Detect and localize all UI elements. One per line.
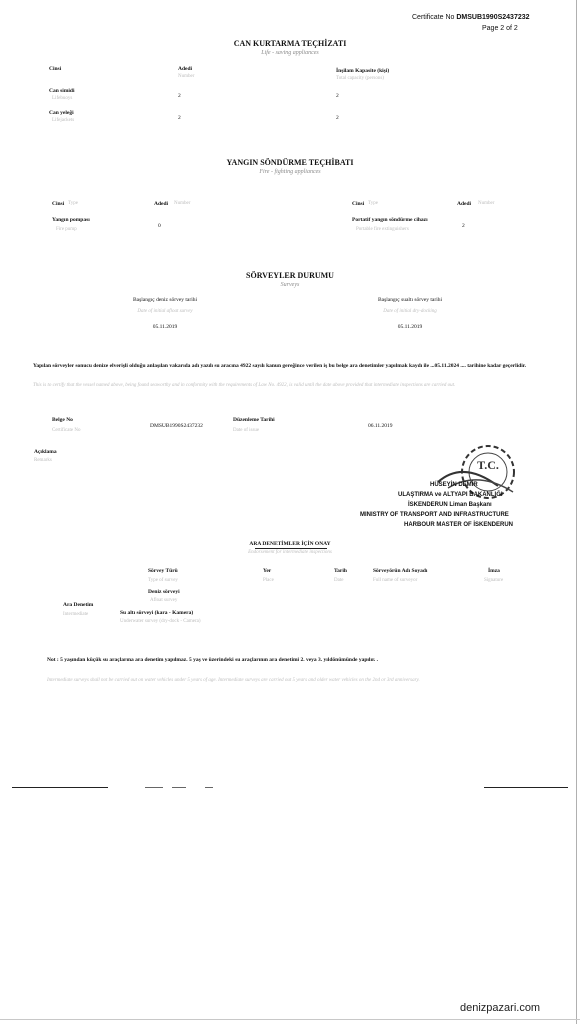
statement-en: This is to certify that the vessel named above, being found seaworthy and in conformity with the requirements of Law No. 4922, is valid until the date above provided that intermediate inspections are carried out. [33,383,456,388]
footer-rule-left [12,787,108,788]
lifesaving-title: CAN KURTARMA TEÇHİZATI [233,39,347,48]
footer-rule-right [484,787,568,788]
ff-col-type-right: Cinsi [352,201,365,207]
ls-row2-count: 2 [178,115,181,121]
survey-right-date: 05.11.2019 [397,324,423,330]
certificate-label: Certificate No [412,14,455,21]
sub-underwater-survey: Su altı sörveyi (kara - Kamera) [120,610,194,616]
ls-row2-sub: Lifejackets [52,118,75,123]
page-border-right [576,0,577,1024]
cert-no-label: Belge No [52,417,73,423]
cert-no-value: DMSUB1990S2437232 [150,423,203,429]
ls-row2-capacity: 2 [336,115,339,121]
sub-underwater-survey-en: Underwater survey (dry-dock - Camera) [120,619,201,624]
footer-rule-mark-2 [172,787,186,788]
ls-row1-label: Can simidi [49,88,75,94]
survey-left-sub: Date of initial afloat survey [137,309,193,314]
col-date-sub: Date [334,578,344,583]
col-signature: İmza [488,568,500,574]
col-date: Tarih [334,568,347,574]
certificate-header [412,14,530,21]
ff-left-count: 0 [158,223,161,229]
ls-col-type: Cinsi [49,66,62,72]
col-survey-type: Sörvey Türü [148,568,178,574]
ff-col-type-left: Cinsi [52,201,65,207]
certificate-number: DMSUB1990S2437232 [456,14,530,21]
remarks-sub: Remarks [34,458,52,463]
ff-col-type-right-sub: Type [368,201,378,206]
ff-col-count-left-sub: Number [174,201,191,206]
page-border-bottom [0,1019,580,1020]
surveys-title: SÖRVEYLER DURUMU [246,271,334,280]
intermediate-title: ARA DENETİMLER İÇİN ONAY [249,541,331,547]
ff-right-count: 2 [462,223,465,229]
intermediate-subtitle: Endorsement for intermediate inspections [248,550,332,555]
ff-left-sub: Fire pump [56,227,77,232]
ls-col-capacity-sub: Total capacity (persons) [336,76,384,81]
sub-afloat-survey: Deniz sörveyi [148,589,180,595]
row-intermediate-label: Ara Denetim [63,602,94,608]
survey-left-label: Başlangıç deniz sörvey tarihi [133,297,197,303]
lifesaving-subtitle: Life - saving appliances [261,50,319,56]
ls-row1-capacity: 2 [336,93,339,99]
note-tr: Not : 5 yaşından küçük su araçlarına ara denetim yapılmaz. 5 yaş ve üzerindeki su araçlarının ara denetimi 2. veya 3. yıldönümünde yapılır. . [47,657,379,663]
col-surveyor: Sörveyörün Adı Soyadı [373,568,428,574]
ls-col-count: Adedi [178,66,193,72]
note-en: Intermediate surveys shall not be carried out on water vehicles under 5 years of age. Intermediate surveys are carried out 5 years and older water vehicles on the 2nd or 3rd anniversary. [47,678,420,683]
authority-line2: İSKENDERUN Liman Başkanı [408,502,492,508]
authority-line4: HARBOUR MASTER OF İSKENDERUN [404,522,514,528]
ff-right-label: Portatif yangın söndürme cihazı [352,217,428,223]
row-intermediate-sub: Intermediate [63,612,89,617]
survey-left-date: 05.11.2019 [152,324,178,330]
statement-tr: Yapılan sörveyler sonucu denize elverişli olduğu anlaşılan vakarıda adı yazılı su aracına 4922 sayılı kanun gereğince verilen iş bu belge ara denetimler yapılmak kaydı ile ...05.11.2024 .... tarihine kadar geçerlidir. [33,363,527,369]
col-signature-sub: Signature [484,578,504,583]
cert-date-label: Düzenleme Tarihi [233,417,275,423]
sub-afloat-survey-en: Afloat survey [150,598,178,603]
firefighting-subtitle: Fire - fighting appliances [259,169,321,175]
footer-rule-mark-3 [205,787,213,788]
page-indicator: Page 2 of 2 [482,25,518,32]
survey-right-sub: Date of initial dry-docking [383,309,437,314]
ff-col-count-right-sub: Number [478,201,495,206]
col-place: Yer [263,568,272,574]
seal-text: T.C. [477,458,499,472]
ff-col-count-right: Adedi [457,201,472,207]
authority-line3: MINISTRY OF TRANSPORT AND INFRASTRUCTURE [360,512,509,518]
ls-col-capacity: İnşilam Kapasite (kişi) [336,68,390,74]
authority-line1: ULAŞTIRMA ve ALTYAPI BAKANLIĞI [398,492,503,498]
col-surveyor-sub: Full name of surveyor [373,578,418,583]
ff-left-label: Yangın pompası [52,217,90,223]
site-watermark: denizpazari.com [460,1002,541,1014]
intermediate-title-underline [255,548,327,549]
ls-row1-count: 2 [178,93,181,99]
ls-row2-label: Can yeleği [49,110,74,116]
footer-rule-mark-1 [145,787,163,788]
col-place-sub: Place [263,578,274,583]
ls-row1-sub: Lifebuoys [52,96,73,101]
remarks-label: Açıklama [34,449,57,455]
ls-col-count-sub: Number [178,74,195,79]
ff-right-sub: Portable fire extinguishers [356,227,409,232]
firefighting-title: YANGIN SÖNDÜRME TEÇHİBATI [226,158,354,167]
ff-col-count-left: Adedi [154,201,169,207]
surveys-subtitle: Surveys [280,282,300,288]
cert-no-sub: Certificate No [52,428,81,433]
authority-name: HÜSEYİN DEMİR [430,482,478,488]
ff-col-type-left-sub: Type [68,201,78,206]
cert-date-value: 06.11.2019 [368,423,393,429]
survey-right-label: Başlangıç sualtı sörvey tarihi [378,297,442,303]
cert-date-sub: Date of issue [233,428,260,433]
col-survey-type-sub: Type of survey [148,578,178,583]
